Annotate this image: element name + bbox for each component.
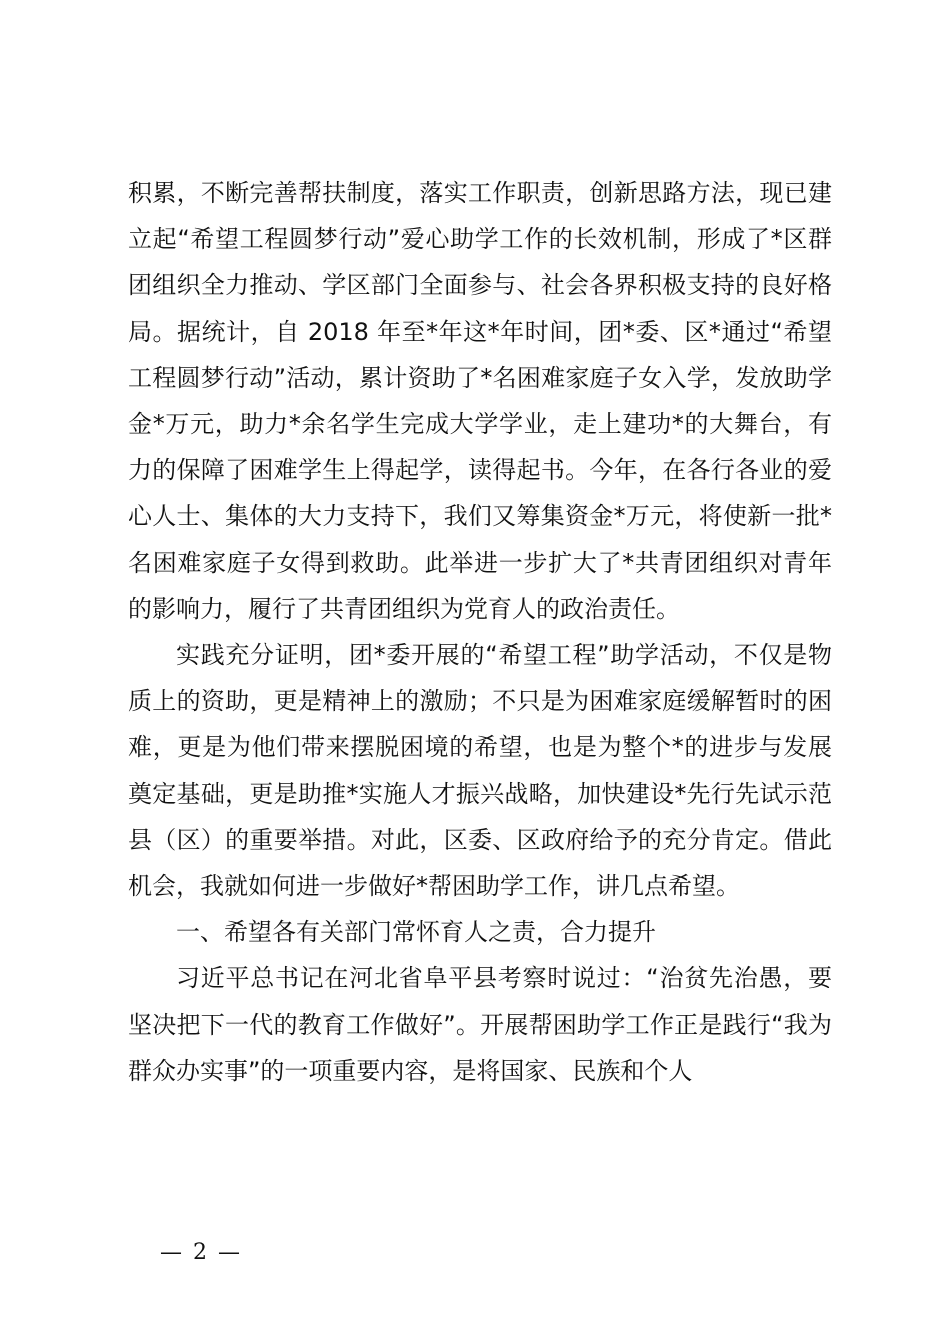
section-heading-one: 一、希望各有关部门常怀育人之责，合力提升 [176, 918, 656, 947]
paragraph-practice-proof: 实践充分证明，团*委开展的“希望工程”助学活动，不仅是物质上的资助，更是精神上的激励；不只是为困难家庭缓解暂时的困难，更是为他们带来摆脱困境的希望，也是为整个*的进步与发展奠定基础，更是助推*实施人才振兴战略，加快建设*先行先试示范县（区）的重要举措。对此，区委、区政府给予的充分肯定。借此机会，我就如何进一步做好*帮困助学工作，讲几点希望。 [128, 641, 832, 901]
paragraph-continuation: 积累，不断完善帮扶制度，落实工作职责，创新思路方法，现已建立起“希望工程圆梦行动”爱心助学工作的长效机制，形成了*区群团组织全力推动、学区部门全面参与、社会各界积极支持的良好格局。据统计，自 2018 年至*年这*年时间，团*委、区*通过“希望工程圆梦行动”活动，累计资助了*名困难家庭子女入学，发放助学金*万元，助力*余名学生完成大学学业，走上建功*的大舞台，有力的保障了困难学生上得起学，读得起书。今年，在各行各业的爱心人士、集体的大力支持下，我们又筹集资金*万元，将使新一批*名困难家庭子女得到救助。此举进一步扩大了*共青团组织对青年的影响力，履行了共青团组织为党育人的政治责任。 [128, 179, 832, 623]
page-number: — 2 — [160, 1240, 242, 1265]
paragraph-quote: 习近平总书记在河北省阜平县考察时说过：“治贫先治愚，要坚决把下一代的教育工作做好”。开展帮困助学工作正是践行“我为群众办实事”的一项重要内容，是将国家、民族和个人 [128, 964, 832, 1085]
document-body [128, 170, 832, 1094]
